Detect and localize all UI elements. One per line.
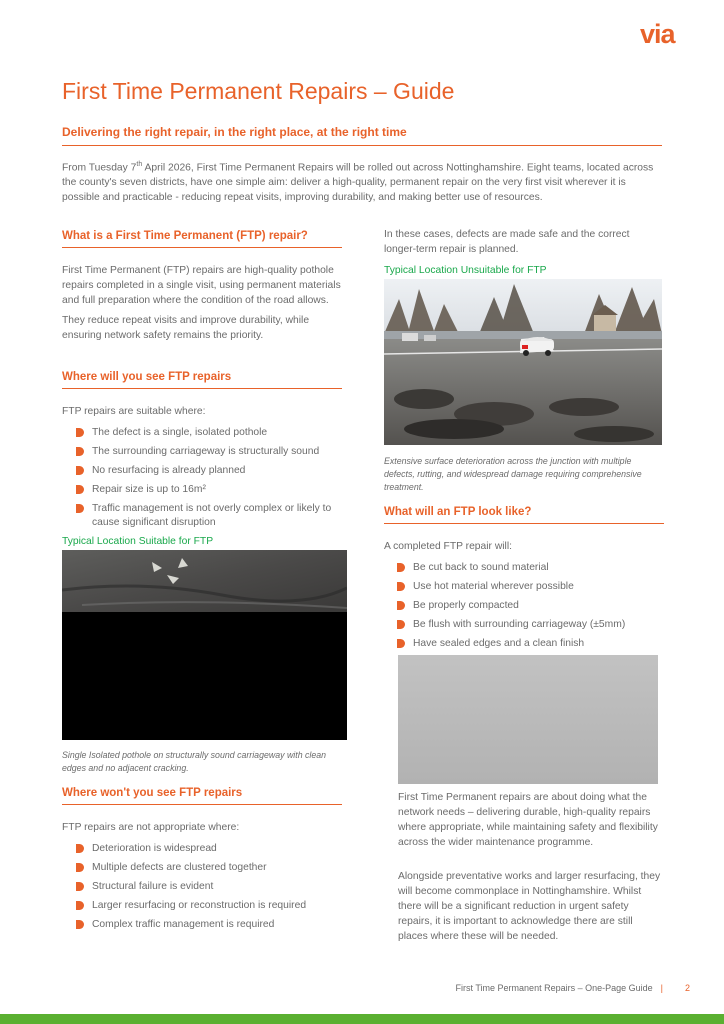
bullet-icon xyxy=(76,428,84,437)
section-heading: Where will you see FTP repairs xyxy=(62,371,342,389)
page-subtitle: Delivering the right repair, in the right place, at the right time xyxy=(62,125,662,146)
section-where-wont xyxy=(62,787,342,937)
footer-green-bar xyxy=(0,1014,724,1024)
section-where-will xyxy=(62,371,342,535)
bullet-icon xyxy=(76,485,84,494)
section-heading: Where won't you see FTP repairs xyxy=(62,787,342,805)
ftp-qualities-list xyxy=(397,561,664,651)
via-logo: via xyxy=(640,19,675,49)
unsuitable-list xyxy=(76,842,342,932)
bullet-icon xyxy=(76,863,84,872)
cases-paragraph: In these cases, defects are made safe and the correct longer-term repair is planned. xyxy=(384,229,630,255)
pothole-photo-image xyxy=(62,550,347,740)
page-title: First Time Permanent Repairs – Guide xyxy=(62,78,455,104)
bullet-icon xyxy=(76,920,84,929)
section-what-is xyxy=(62,230,342,343)
list-item: Larger resurfacing or reconstruction is required xyxy=(76,899,342,913)
bullet-icon xyxy=(76,466,84,475)
section-heading: What will an FTP look like? xyxy=(384,506,664,524)
bullet-icon xyxy=(397,639,405,648)
alongside-paragraph: Alongside preventative works and larger resurfacing, they will become commonplace in Nottinghamshire. Whilst there will be a significant reduction in urgent safety repairs, it is important to acknowledge there are still places where these will be needed. xyxy=(398,871,661,942)
suitable-image-label: Typical Location Suitable for FTP xyxy=(62,536,214,547)
network-paragraph: First Time Permanent repairs are about doing what the network needs – delivering durable, high-quality repairs where appropriate, while maintaining safety and flexibility across the wider maintenance programme. xyxy=(398,792,658,848)
page-footer xyxy=(456,983,690,993)
list-item: Structural failure is evident xyxy=(76,880,342,894)
list-item: Be cut back to sound material xyxy=(397,561,664,575)
list-item: No resurfacing is already planned xyxy=(76,464,342,478)
footer-text: First Time Permanent Repairs – One-Page Guide xyxy=(455,983,653,993)
list-item: Repair size is up to 16m² xyxy=(76,483,342,497)
bullet-icon xyxy=(76,901,84,910)
bullet-icon xyxy=(76,447,84,456)
completed-repair-photo xyxy=(398,655,658,784)
list-item: The surrounding carriageway is structurally sound xyxy=(76,445,342,459)
list-item: Be flush with surrounding carriageway (±5mm) xyxy=(397,618,664,632)
list-item: Multiple defects are clustered together xyxy=(76,861,342,875)
paragraph: First Time Permanent (FTP) repairs are high-quality pothole repairs completed in a single visit, using permanent materials and full preparation where the condition of the road allows. xyxy=(62,265,341,306)
bullet-icon xyxy=(397,601,405,610)
list-lead: FTP repairs are not appropriate where: xyxy=(62,822,240,833)
unsuitable-image-label: Typical Location Unsuitable for FTP xyxy=(384,265,547,276)
intro-paragraph: From Tuesday 7th April 2026, First Time Permanent Repairs will be rolled out across Nottinghamshire. Eight teams, located across the county's seven districts, have one simple aim: deliver a high-quality, permanent repair on the very first visit wherever it is possible and practicable - reducing repeat visits, improving durability, and making better use of resources. xyxy=(62,161,654,204)
bullet-icon xyxy=(397,582,405,591)
bullet-icon xyxy=(397,563,405,572)
junction-photo-image xyxy=(384,279,662,445)
suitable-location-photo xyxy=(62,550,347,740)
unsuitable-location-photo xyxy=(384,279,662,445)
suitable-image-caption: Single Isolated pothole on structurally sound carriageway with clean edges and no adjacent cracking. xyxy=(62,750,327,773)
bullet-icon xyxy=(76,882,84,891)
suitable-list xyxy=(76,426,342,530)
list-lead: FTP repairs are suitable where: xyxy=(62,406,206,417)
bullet-icon xyxy=(76,844,84,853)
section-look-like xyxy=(384,506,664,656)
paragraph: They reduce repeat visits and improve durability, while ensuring network safety remains the priority. xyxy=(62,315,310,341)
list-item: Be properly compacted xyxy=(397,599,664,613)
unsuitable-image-caption: Extensive surface deterioration across the junction with multiple defects, rutting, and widespread damage requiring comprehensive treatment. xyxy=(384,456,642,492)
list-lead: A completed FTP repair will: xyxy=(384,541,512,552)
list-item: Use hot material wherever possible xyxy=(397,580,664,594)
page-number: 2 xyxy=(684,983,690,993)
list-item: The defect is a single, isolated pothole xyxy=(76,426,342,440)
footer-separator: | xyxy=(660,983,663,993)
list-item: Traffic management is not overly complex or likely to cause significant disruption xyxy=(76,502,342,530)
bullet-icon xyxy=(397,620,405,629)
bullet-icon xyxy=(76,504,84,513)
list-item: Complex traffic management is required xyxy=(76,918,342,932)
section-heading: What is a First Time Permanent (FTP) repair? xyxy=(62,230,342,248)
list-item: Deterioration is widespread xyxy=(76,842,342,856)
list-item: Have sealed edges and a clean finish xyxy=(397,637,664,651)
